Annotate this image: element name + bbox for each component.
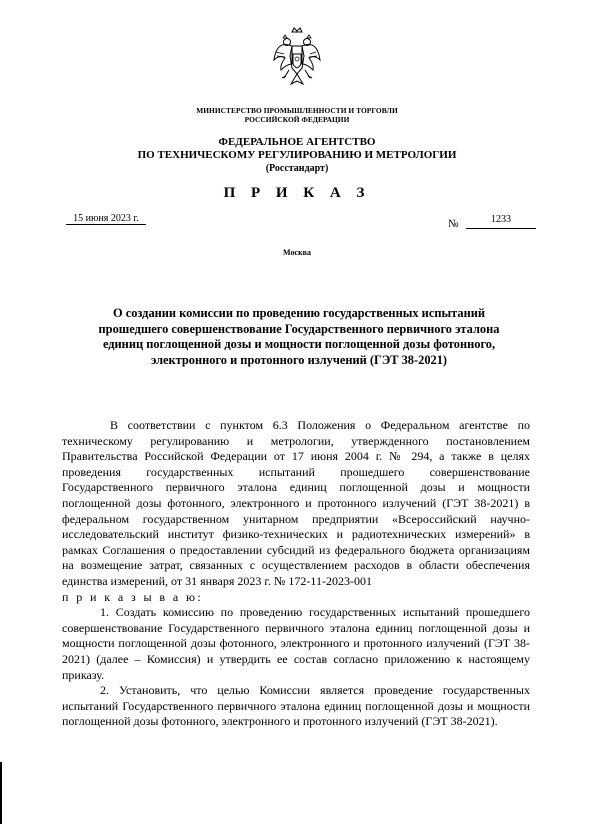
order-item-1: 1. Создать комиссию по проведению государственных испытаний прошедшего совершенствование Государственного первичного эталона единиц поглощенной дозы и мощности поглощенной дозы фотонного, электронного и протонного излучений (ГЭТ 38-2021) (далее – Комиссия) и утвердить ее состав согласно приложению к настоящему приказу. [62,605,530,682]
ministry-name-line2: РОССИЙСКОЙ ФЕДЕРАЦИИ [244,115,350,124]
number-sign: № [448,218,459,230]
agency-name-line1: ФЕДЕРАЛЬНОЕ АГЕНТСТВО [218,136,376,148]
preamble-paragraph: В соответствии с пунктом 6.3 Положения о Федеральном агентстве по техническому регулированию и метрологии, утвержденного постановлением Правительства Российской Федерации от 17 июня 2004 г. № 294, а также в целях проведения государственных испытаний прошедшего совершенствование Государственного первичного эталона единиц поглощенной дозы и мощности поглощенной дозы фотонного, электронного и протонного излучений (ГЭТ 38-2021) в федеральном государственном унитарном предприятии «Всероссийский научно-исследовательский институт физико-технических и радиотехнических измерений» в рамках Соглашения о предоставлении субсидий из федерального бюджета организациям на возмещение затрат, связанных с осуществлением расходов в области обеспечения единства измерений, от 31 января 2023 г. № 172-11-2023-001 [62,418,530,588]
scan-margin-mark-lower [0,810,2,824]
state-emblem-icon [272,26,322,92]
order-item-2: 2. Установить, что целью Комиссии является проведение государственных испытаний Государственного первичного эталона единиц поглощенной дозы и мощности поглощенной дозы фотонного, электронного и протонного излучений (ГЭТ 38-2021). [62,683,530,729]
agency-name-line2: ПО ТЕХНИЧЕСКОМУ РЕГУЛИРОВАНИЮ И МЕТРОЛОГИИ [137,149,457,161]
agency-abbreviation: (Росстандарт) [265,163,329,174]
order-subject: О создании комиссии по проведению государственных испытаний прошедшего совершенствование Государственного первичного эталона единиц поглощенной дозы и мощности поглощенной дозы фотонного, электронного и протонного излучений (ГЭТ 38-2021) [98,306,500,367]
order-verb: п р и к а з ы в а ю: [62,589,204,604]
order-date: 15 июня 2023 г. [73,213,139,224]
ministry-name-line1: МИНИСТЕРСТВО ПРОМЫШЛЕННОСТИ И ТОРГОВЛИ [196,106,398,115]
document-type-title: П Р И К А З [223,185,371,201]
issue-city: Москва [283,248,311,257]
number-underline [466,228,536,229]
date-underline [66,224,146,225]
order-number: 1233 [491,214,511,225]
order-body [62,418,530,730]
